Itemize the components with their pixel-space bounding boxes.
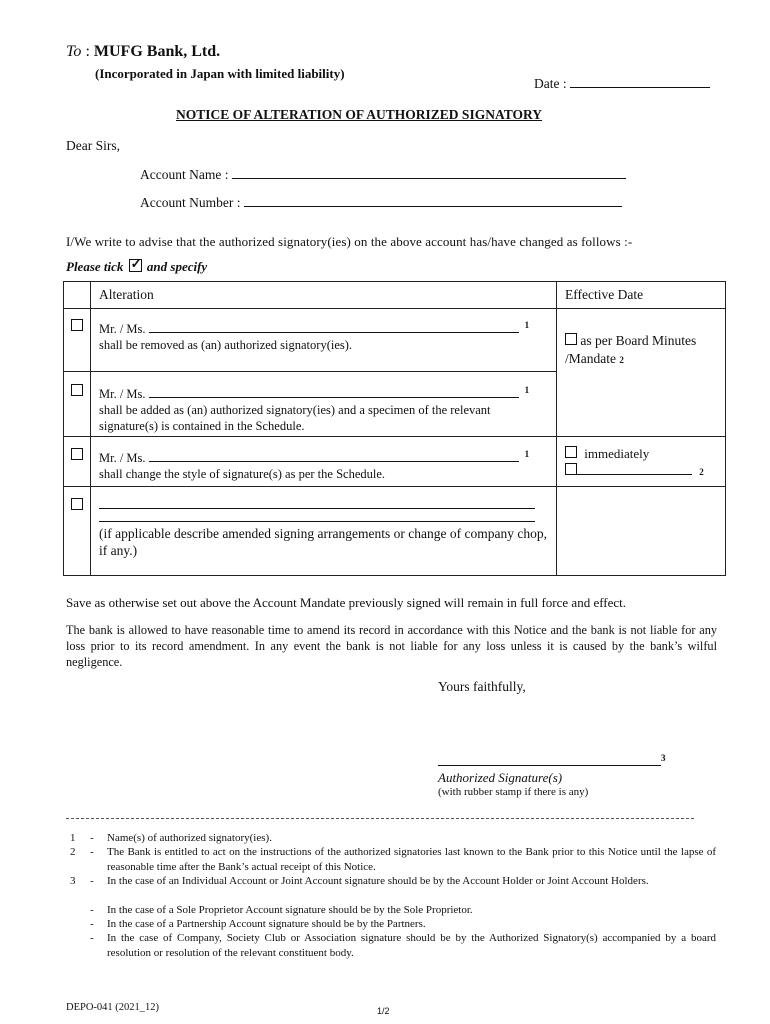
other-date-checkbox[interactable] [565,463,577,475]
effective-immediately: immediately [584,446,650,461]
footnote-3-num: 3 [70,875,76,887]
row3-text: shall change the style of signature(s) as per the Schedule. [99,467,386,482]
footnote-4-dash: - [90,904,94,916]
row3-name-line[interactable] [149,449,519,462]
page-title: NOTICE OF ALTERATION OF AUTHORIZED SIGNATORY [176,107,542,122]
incorporation-note: (Incorporated in Japan with limited liability) [95,66,345,81]
addressee [66,43,220,61]
row2-note: 1 [524,385,530,395]
to-label: To [66,43,82,60]
footnote-3-dash: - [90,875,94,887]
account-name-field[interactable] [140,166,626,183]
header-alteration-cell [91,282,557,309]
immediately-checkbox[interactable] [565,446,577,458]
signature-line[interactable] [438,753,661,766]
save-clause: Save as otherwise set out above the Account Mandate previously signed will remain in full force and effect. [66,595,627,610]
effective-mandate: /Mandate [565,351,616,366]
header-blank-cell [64,282,91,309]
account-number-line [244,194,622,207]
footnote-2 [66,845,716,874]
footnote-5-text: In the case of a Partnership Account signature should be by the Partners. [107,918,426,930]
instruction-after: and specify [146,259,208,274]
footnote-3 [66,874,716,889]
salutation: Dear Sirs, [66,138,120,153]
row3-text-cell [91,437,557,487]
other-date-line[interactable] [577,462,692,475]
footnote-2-num: 2 [70,846,76,858]
footnote-1 [66,831,716,846]
footnote-4-text: In the case of a Sole Proprietor Account signature should be by the Sole Proprietor. [107,904,473,916]
row4-check-cell [64,487,91,576]
page-number: 1/2 [377,1006,390,1016]
row4-line-1[interactable] [99,496,535,509]
date-label: Date : [534,76,567,91]
signature-field[interactable] [438,753,666,770]
signature-sub: (with rubber stamp if there is any) [438,786,589,798]
effective-other-note: 2 [699,467,704,477]
row1-text: shall be removed as (an) authorized signatory(ies). [99,338,353,353]
signature-note: 3 [661,753,666,763]
row4-checkbox[interactable] [71,498,83,510]
footnote-4 [66,903,716,918]
checked-box-icon: ✓ [130,256,142,271]
row1-checkbox[interactable] [71,319,83,331]
footnote-6-text: In the case of Company, Society Club or Association signature should be by the Authorized Signatory(s) accompanied by a board resolution or resolution of the relevant constituent body. [107,932,716,959]
footnote-2-dash: - [90,846,94,858]
account-name-line [232,166,626,179]
row2-prefix: Mr. / Ms. [99,387,146,402]
date-field[interactable] [534,75,710,92]
footnote-5 [66,917,716,932]
row3-checkbox[interactable] [71,448,83,460]
footnote-6-dash: - [90,932,94,944]
alteration-table [63,281,726,576]
row4-line-2[interactable] [99,509,535,522]
date-line [570,75,710,88]
row1-name-line[interactable] [149,320,519,333]
footnote-5-dash: - [90,918,94,930]
row3-note: 1 [524,449,530,459]
col-effective: Effective Date [565,287,644,302]
row4-text: (if applicable describe amended signing arrangements or change of company chop, if any.) [99,526,547,558]
row1-prefix: Mr. / Ms. [99,322,146,337]
footnote-3-text: In the case of an Individual Account or Joint Account signature should be by the Account Holder or Joint Account Holders. [107,875,649,887]
row1-note: 1 [524,320,530,330]
row4-effective-cell[interactable] [557,487,726,576]
yours-faithfully: Yours faithfully, [438,679,526,694]
bank-name: MUFG Bank, Ltd. [93,43,221,60]
row2-checkbox[interactable] [71,384,83,396]
account-number-label: Account Number : [140,195,241,210]
row2-check-cell [64,372,91,437]
row4-text-cell [91,487,557,576]
instruction-before: Please tick [66,259,124,274]
row2-text: shall be added as (an) authorized signatory(ies) and a specimen of the relevant signature(s) is contained in the Schedule. [99,403,491,434]
to-colon: : [85,43,90,60]
effective-board: as per Board Minutes [580,333,697,348]
row1-text-cell [91,309,557,372]
row1-check-cell [64,309,91,372]
footnote-6 [66,931,716,960]
effective-board-cell [557,309,726,437]
footnote-2-text: The Bank is entitled to act on the instructions of the authorized signatories last known to the Bank prior to this Notice until the lapse of reasonable time after the Bank’s actual receipt of this Notice. [107,846,716,873]
footnote-1-num: 1 [70,832,76,844]
row3-prefix: Mr. / Ms. [99,451,146,466]
col-alteration: Alteration [99,287,154,302]
row3-check-cell [64,437,91,487]
effective-mandate-note: 2 [619,355,624,365]
row2-text-cell [91,372,557,437]
board-minutes-checkbox[interactable] [565,333,577,345]
footnote-1-text: Name(s) of authorized signatory(ies). [107,832,272,844]
intro-text: I/We write to advise that the authorized signatory(ies) on the above account has/have changed as follows :- [66,234,633,249]
footnote-divider [66,818,694,819]
form-code: DEPO-041 (2021_12) [66,1002,160,1013]
signature-label: Authorized Signature(s) [438,770,563,785]
bank-clause: The bank is allowed to have reasonable time to amend its record in accordance with this Notice and the bank is not liable for any loss prior to its record amendment. In any event the bank is not liable for any loss unless it is caused by the bank’s wilful negligence. [66,623,717,669]
footnote-1-dash: - [90,832,94,844]
header-effective-cell [557,282,726,309]
instruction [66,256,208,275]
row2-name-line[interactable] [149,385,519,398]
account-number-field[interactable] [140,194,622,211]
effective-immediate-cell [557,437,726,487]
account-name-label: Account Name : [140,167,229,182]
